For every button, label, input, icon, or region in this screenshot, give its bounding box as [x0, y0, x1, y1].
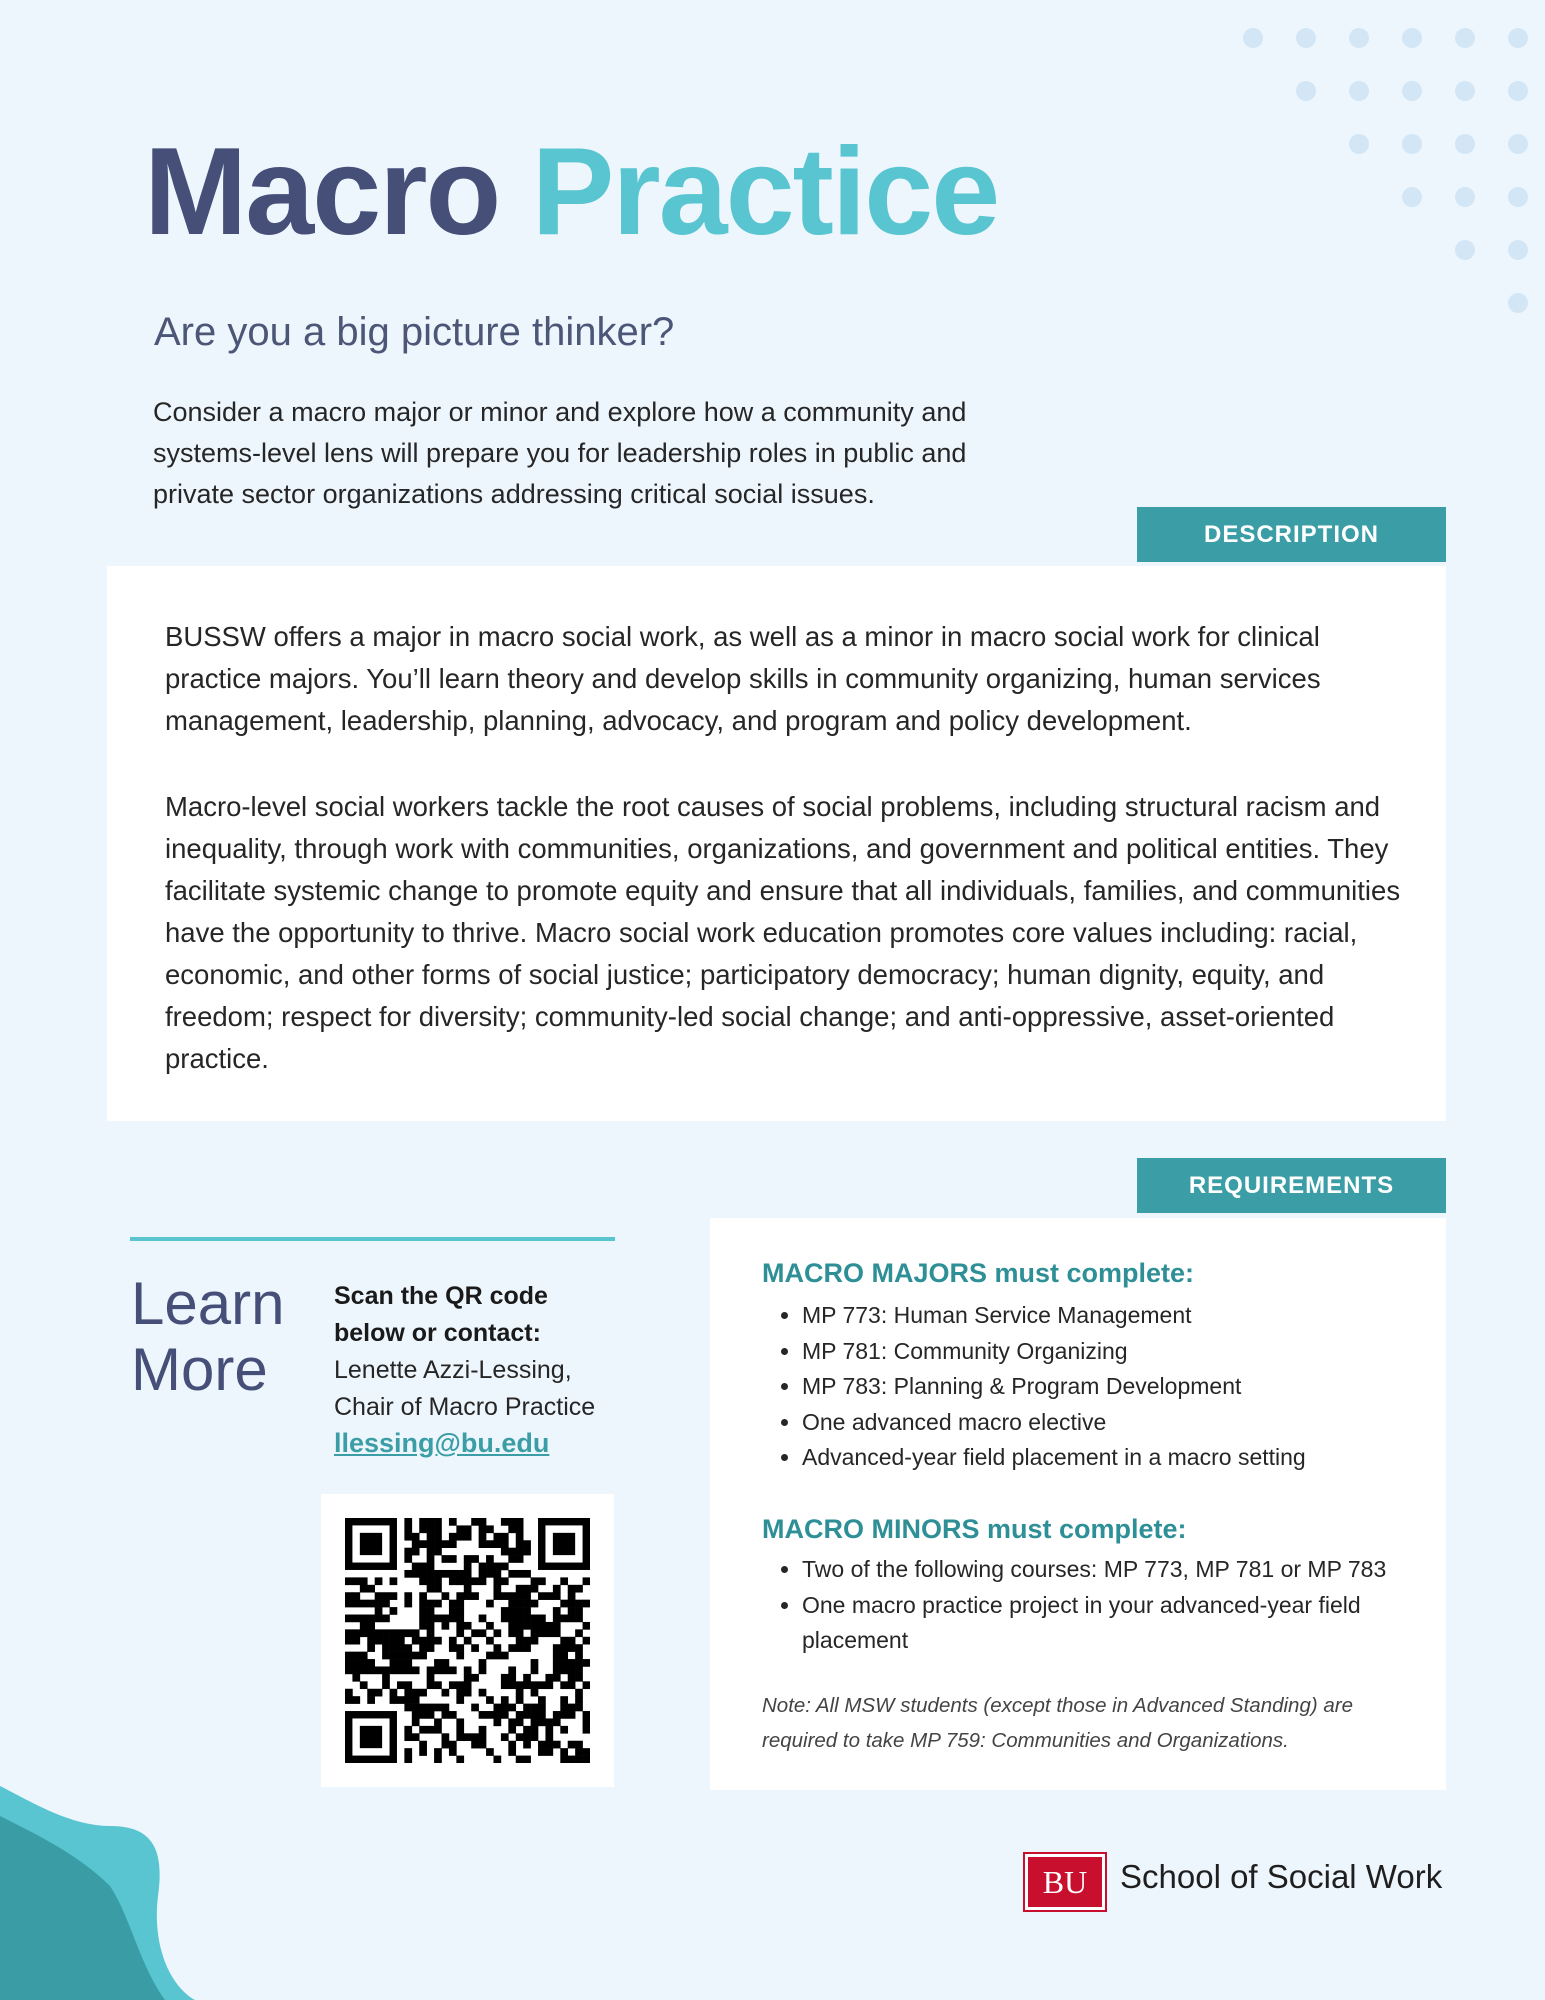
- bu-logo: BU: [1025, 1854, 1105, 1910]
- minors-list: [770, 1552, 1422, 1659]
- description-card: [107, 566, 1446, 1121]
- page-title: [144, 123, 999, 261]
- minors-list-item: • One macro practice project in your advanced-year field placement: [802, 1588, 1422, 1659]
- intro-paragraph: Consider a macro major or minor and explore how a community and systems-level lens will prepare you for leadership roles in public and private sector organizations addressing critical social issues.: [153, 397, 967, 509]
- learn-more-heading: [131, 1271, 284, 1403]
- contact-heading-line-2: below or contact:: [334, 1319, 541, 1347]
- majors-list-item: • One advanced macro elective: [802, 1405, 1422, 1441]
- requirements-tab: REQUIREMENTS: [1137, 1158, 1446, 1213]
- contact-name: Lenette Azzi-Lessing,: [334, 1356, 572, 1384]
- majors-list-item: • MP 781: Community Organizing: [802, 1334, 1422, 1370]
- contact-role: Chair of Macro Practice: [334, 1393, 596, 1421]
- requirements-note: Note: All MSW students (except those in Advanced Standing) are required to take MP 759: Communities and Organizations.: [762, 1694, 1354, 1752]
- learn-more-heading-line-1: Learn: [131, 1270, 285, 1337]
- description-paragraph-2: Macro-level social workers tackle the root causes of social problems, including structural racism and inequality, through work with communities, organizations, and government and political entities. They facilitate systemic change to promote equity and ensure that all individuals, families, and communities have the opportunity to thrive. Macro social work education promotes core values including: racial, economic, and other forms of social justice; participatory democracy; human dignity, equity, and freedom; respect for diversity; community-led social change; and anti-oppressive, asset-oriented practice.: [165, 791, 1401, 1074]
- title-word-macro: Macro: [144, 123, 500, 261]
- contact-block: [334, 1278, 634, 1460]
- majors-list-item: • Advanced-year field placement in a macro setting: [802, 1440, 1422, 1476]
- school-name: School of Social Work: [1120, 1858, 1443, 1895]
- qr-code[interactable]: [345, 1518, 590, 1763]
- description-paragraph-1: BUSSW offers a major in macro social work, as well as a minor in macro social work for clinical practice majors. You’ll learn theory and develop skills in community organizing, human services management, leadership, planning, advocacy, and program and policy development.: [165, 621, 1321, 736]
- majors-list-item: • MP 783: Planning & Program Development: [802, 1369, 1422, 1405]
- minors-list-item: • Two of the following courses: MP 773, MP 781 or MP 783: [802, 1552, 1422, 1588]
- contact-heading-line-1: Scan the QR code: [334, 1282, 548, 1310]
- description-tab: DESCRIPTION: [1137, 507, 1446, 562]
- contact-email-link[interactable]: llessing@bu.edu: [334, 1428, 550, 1458]
- page-subtitle: Are you a big picture thinker?: [154, 310, 675, 354]
- learn-more-divider: [130, 1237, 615, 1241]
- majors-list-item: • MP 773: Human Service Management: [802, 1298, 1422, 1334]
- learn-more-heading-line-2: More: [131, 1336, 268, 1403]
- requirements-card: [710, 1218, 1446, 1790]
- title-word-practice: Practice: [531, 123, 999, 261]
- corner-wave-decoration: [0, 1786, 200, 2000]
- qr-code-card: [321, 1494, 614, 1787]
- majors-heading: MACRO MAJORS must complete:: [762, 1258, 1195, 1288]
- majors-list: [770, 1298, 1422, 1476]
- minors-heading: MACRO MINORS must complete:: [762, 1514, 1187, 1544]
